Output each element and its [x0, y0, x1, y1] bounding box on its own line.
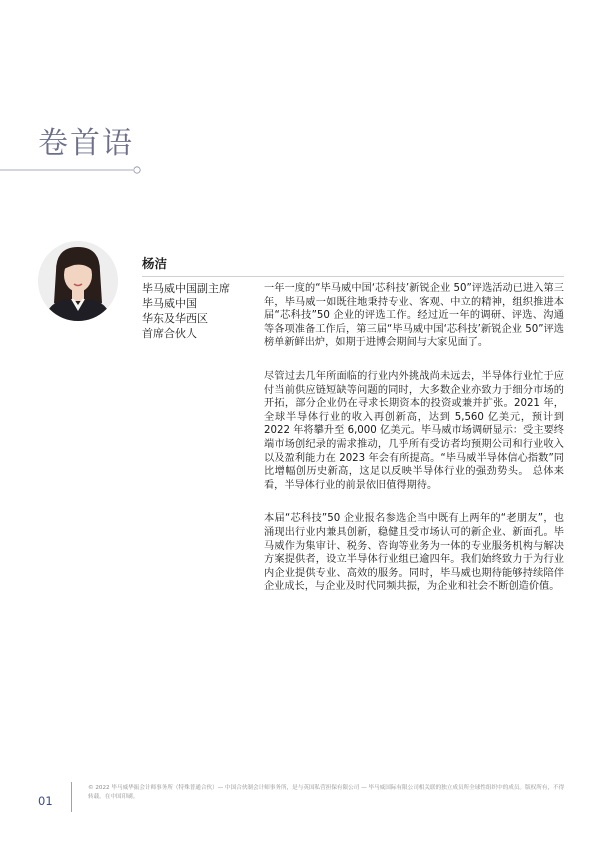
author-name: 杨洁: [142, 256, 168, 271]
foreword-body: [264, 282, 564, 614]
title-divider: [0, 163, 600, 177]
body-paragraph-3: 本届“芯科技”50 企业报名参选企当中既有上两年的“老朋友”，也涌现出行业内兼具创新，稳健且受市场认可的新企业、新面孔。毕马威作为集审计、税务、咨询等业务为一体的专业服务机构与解决方案提供者，设立半导体行业组已逾四年。我们始终致力于为行业内企业提供专业、高效的服务。同时，毕马威也期待能够持续陪伴企业成长，与企业及时代同频共振，为企业和社会不断创造价值。: [264, 513, 564, 593]
page-title: 卷首语: [38, 126, 134, 161]
footer-legal: © 2022 毕马威华振会计师事务所（特殊普通合伙）— 中国合伙制会计师事务所，是与英国私营担保有限公司 — 毕马威国际有限公司相关联的独立成员所全球性组织中的成员。版权所有，不得转载。在中国印刷。: [88, 785, 565, 800]
author-role-region: 华东及华西区: [142, 312, 208, 325]
author-photo: [38, 241, 118, 321]
name-divider: [142, 276, 564, 277]
author-role-position: 首席合伙人: [142, 327, 197, 340]
body-paragraph-2: 尽管过去几年所面临的行业内外挑战尚未远去，半导体行业忙于应付当前供应链短缺等问题的同时，大多数企业亦致力于细分市场的开拓，部分企业仍在寻求长期资本的投资或兼并扩张。2021 年，全球半导体行业的收入再创新高，达到 5,560 亿美元，预计到 2022 年将攀升至 6,000 亿美元。毕马威市场调研显示：受主要终端市场创纪录的需求推动，几乎所有受访者均预期公司和行业收入以及盈利能力在 2023 年会有所提高。“毕马威半导体信心指数”同比增幅创历史新高，这足以反映半导体行业的强劲势头。 总体来看，半导体行业的前景依旧值得期待。: [264, 370, 564, 491]
page-number: 01: [38, 794, 53, 808]
footer-divider: [71, 782, 72, 812]
author-role-org: 毕马威中国: [142, 297, 197, 310]
author-role-title: 毕马威中国副主席: [142, 282, 230, 295]
author-roles: [142, 281, 252, 341]
body-paragraph-1: 一年一度的“毕马威中国‘芯科技’新锐企业 50”评选活动已进入第三年，毕马威一如既往地秉持专业、客观、中立的精神，组织推进本届“芯科技”50 企业的评选工作。经过近一年的调研、评选、沟通等各项准备工作后，第三届“毕马威中国‘芯科技’新锐企业 50”评选榜单新鲜出炉，如期于进博会期间与大家见面了。: [264, 283, 564, 349]
